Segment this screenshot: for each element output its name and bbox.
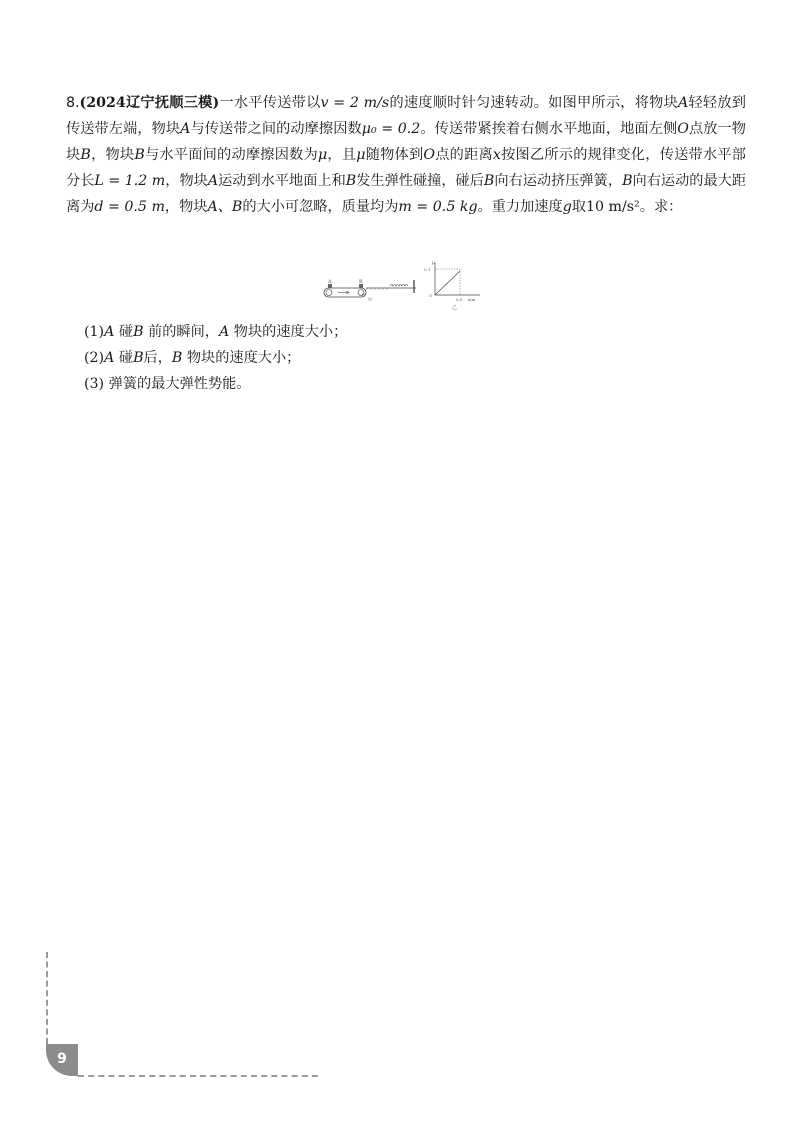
text-seg: 。传送带紧挨着右侧水平地面，地面左侧 xyxy=(420,121,678,137)
mass-eq: m = 0.5 kg xyxy=(398,199,478,215)
problem-source: (2024辽宁抚顺三模) xyxy=(79,95,220,111)
var-b: B xyxy=(133,324,144,340)
text-seg: 发生弹性碰撞，碰后 xyxy=(356,173,484,189)
text-seg: 碰 xyxy=(118,350,134,366)
gravity-value: 10 m/s² xyxy=(585,199,640,215)
mu-line xyxy=(435,271,460,295)
text-seg: 一水平传送带以 xyxy=(219,95,321,111)
question-number: (1) xyxy=(84,324,105,340)
text-seg: 取 xyxy=(571,199,586,215)
text-seg: ，且 xyxy=(327,147,357,163)
text-seg: 物块的速度大小； xyxy=(186,350,301,366)
belt-left-wheel xyxy=(326,290,332,296)
figure-yi-label: 乙 xyxy=(452,305,458,311)
question-1 xyxy=(84,319,744,345)
label-a: A xyxy=(328,279,332,285)
var-b: B xyxy=(133,350,144,366)
mu-label: μ xyxy=(432,261,435,266)
text-seg: 与水平面间的动摩擦因数为 xyxy=(144,147,318,163)
var-ab: A、B xyxy=(207,199,243,215)
var-a: A xyxy=(218,324,230,340)
problem-paragraph xyxy=(66,90,746,220)
length-eq: L = 1.2 m xyxy=(94,173,166,189)
text-seg: 向右运动的最大距离为 xyxy=(66,173,747,215)
var-b: B xyxy=(134,147,145,163)
var-o: O xyxy=(423,147,436,163)
mu0-eq: μ₀ = 0.2 xyxy=(361,121,421,137)
question-2 xyxy=(84,345,744,371)
text-seg: 轻轻放到传送带左端，物块 xyxy=(66,95,746,137)
text-seg: 与传送带之间的动摩擦因数 xyxy=(190,121,362,137)
var-o: O xyxy=(677,121,689,137)
mu-tick-label: 0.1 xyxy=(424,267,431,272)
var-g: g xyxy=(562,199,572,215)
text-seg: 碰 xyxy=(118,324,134,340)
var-b: B xyxy=(622,173,633,189)
var-b: B xyxy=(483,173,495,189)
var-b: B xyxy=(80,147,91,163)
text-seg: 点的距离 xyxy=(435,147,493,163)
var-a: A xyxy=(104,324,115,340)
var-mu: μ xyxy=(317,147,328,163)
text-seg: 弹簧的最大弹性势能。 xyxy=(108,376,251,392)
var-mu: μ xyxy=(356,147,366,163)
figure-jia xyxy=(324,279,416,302)
text-seg: 点放一物块 xyxy=(66,121,746,163)
var-a: A xyxy=(180,121,191,137)
x-axis-label: x/m xyxy=(468,297,476,302)
figure-yi xyxy=(424,261,480,311)
x-tick-label: 0.5 xyxy=(456,297,463,302)
text-seg: 随物体到 xyxy=(365,147,424,163)
var-a: A xyxy=(207,173,219,189)
var-a: A xyxy=(104,350,115,366)
problem-number: 8. xyxy=(66,95,80,111)
problem-figure xyxy=(318,257,488,315)
text-seg: ，物块 xyxy=(165,173,208,189)
label-b: B xyxy=(359,279,363,285)
question-3 xyxy=(84,371,744,397)
var-a: A xyxy=(678,95,689,111)
text-seg: 运动到水平地面上和 xyxy=(218,173,346,189)
text-seg: 按图乙所示的规律变化，传送带水平部分长 xyxy=(66,147,746,189)
figure-jia-label: 甲 xyxy=(368,297,372,302)
text-seg: 前的瞬间， xyxy=(148,324,219,340)
text-seg: ，物块 xyxy=(90,147,135,163)
text-seg: 。求： xyxy=(639,199,683,215)
text-seg: 的大小可忽略，质量均为 xyxy=(242,199,399,215)
page-number: 9 xyxy=(46,1044,78,1076)
questions xyxy=(84,319,744,397)
var-b: B xyxy=(345,173,357,189)
question-number: (3) xyxy=(84,376,105,392)
var-x: x xyxy=(492,147,501,163)
text-seg: 物块的速度大小； xyxy=(233,324,348,340)
page-border-vertical xyxy=(46,952,48,1044)
text-seg: 向右运动挤压弹簧， xyxy=(494,173,623,189)
velocity-eq: v = 2 m/s xyxy=(320,95,390,111)
question-number: (2) xyxy=(84,350,105,366)
page-border-horizontal xyxy=(78,1075,318,1077)
distance-eq: d = 0.5 m xyxy=(94,199,165,215)
text-seg: ，物块 xyxy=(164,199,208,215)
label-o: O xyxy=(362,292,366,297)
problem-text xyxy=(66,90,746,220)
origin-label: O xyxy=(429,293,433,298)
var-b: B xyxy=(171,350,183,366)
spring xyxy=(390,285,408,287)
text-seg: 后， xyxy=(143,350,172,366)
text-seg: 。重力加速度 xyxy=(477,199,563,215)
text-seg: 的速度顺时针匀速转动。如图甲所示，将物块 xyxy=(389,95,678,111)
